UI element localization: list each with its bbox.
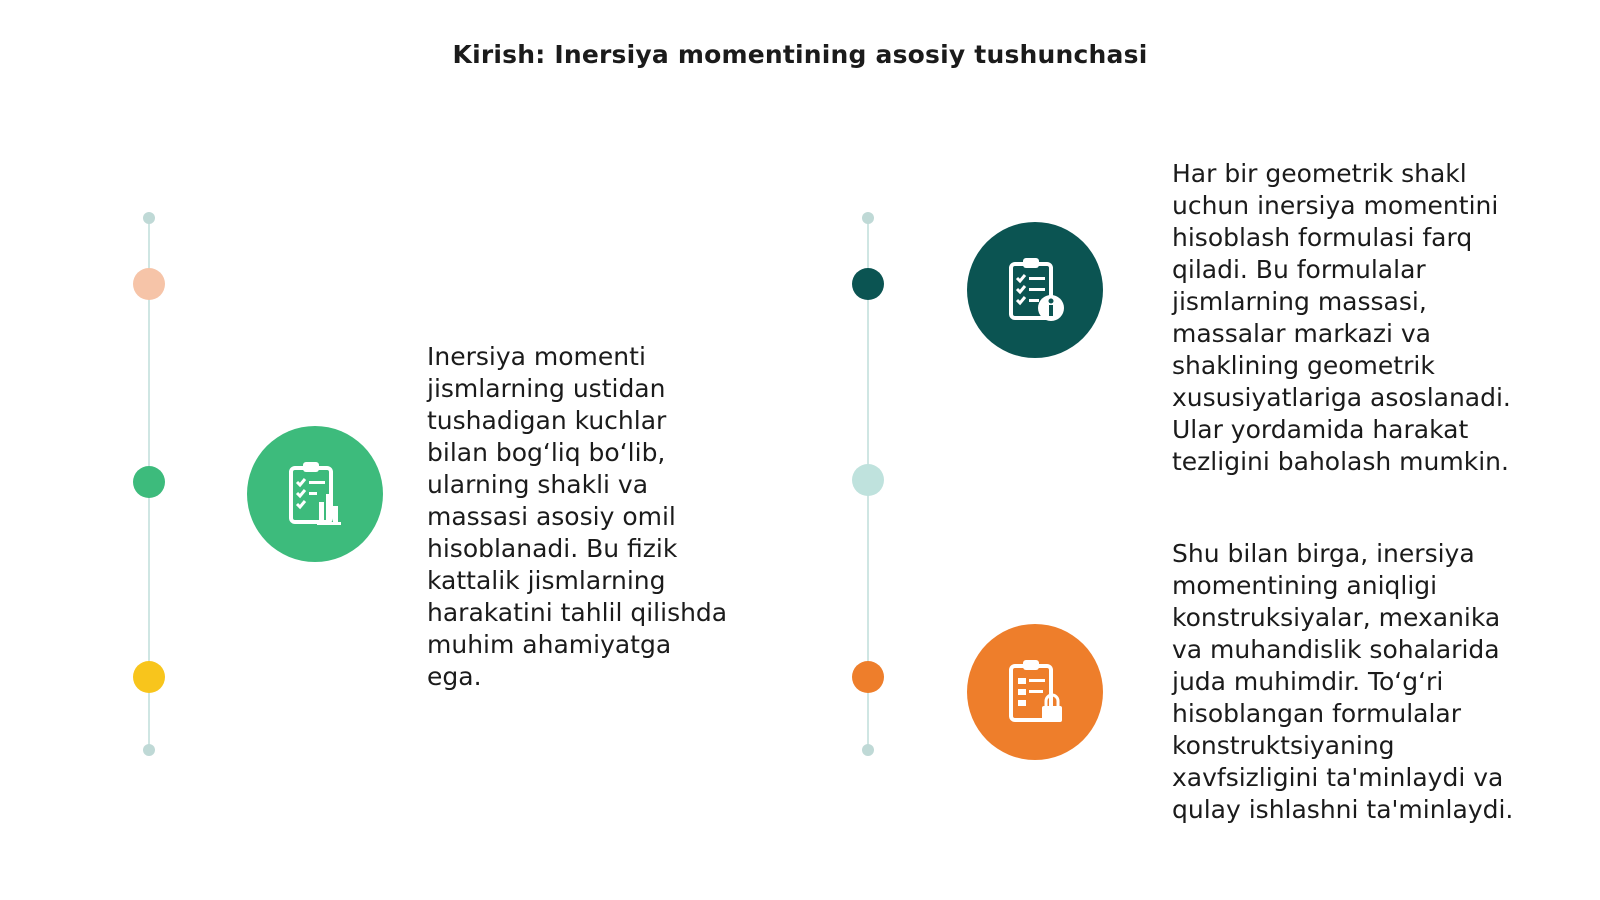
right-description-2: Shu bilan birga, inersiya momentining aniqligi konstruksiyalar, mexanika va muhandislik sohalarida juda muhimdir. To‘g‘ri hisoblangan formulalar konstruktsiyaning xavfsizligini ta'minlaydi va qulay ishlashni ta'minlaydi. xyxy=(1172,539,1514,824)
clipboard-chart-icon xyxy=(279,458,351,530)
left-description: Inersiya momenti jismlarning ustidan tushadigan kuchlar bilan bog‘liq bo‘lib, ularning shakli va massasi asosiy omil hisoblanadi. Bu fizik kattalik jismlarning harakatini tahlil qilishda muhim ahamiyatga ega. xyxy=(427,342,728,691)
right-timeline-dot-1 xyxy=(852,268,884,300)
right-timeline xyxy=(848,210,888,765)
left-timeline xyxy=(129,210,169,765)
right-timeline-dot-3 xyxy=(852,661,884,693)
left-timeline-dot-3 xyxy=(133,661,165,693)
left-timeline-dot-1 xyxy=(133,268,165,300)
left-timeline-end-dot-bottom xyxy=(143,744,155,756)
left-timeline-end-dot-top xyxy=(143,212,155,224)
clipboard-lock-icon-circle xyxy=(967,624,1103,760)
left-timeline-dot-2 xyxy=(133,466,165,498)
right-timeline-end-dot-bottom xyxy=(862,744,874,756)
clipboard-lock-icon xyxy=(999,656,1071,728)
clipboard-checklist-info-icon-circle xyxy=(967,222,1103,358)
right-timeline-end-dot-top xyxy=(862,212,874,224)
clipboard-chart-icon-circle xyxy=(247,426,383,562)
clipboard-checklist-info-icon xyxy=(999,254,1071,326)
right-timeline-dot-2 xyxy=(852,464,884,496)
right-description-1: Har bir geometrik shakl uchun inersiya momentini hisoblash formulasi farq qiladi. Bu formulalar jismlarning massasi, massalar markazi va shaklining geometrik xususiyatlariga asoslanadi. Ular yordamida harakat tezligini baholash mumkin. xyxy=(1172,159,1511,476)
page-title: Kirish: Inersiya momentining asosiy tushunchasi xyxy=(452,40,1148,69)
